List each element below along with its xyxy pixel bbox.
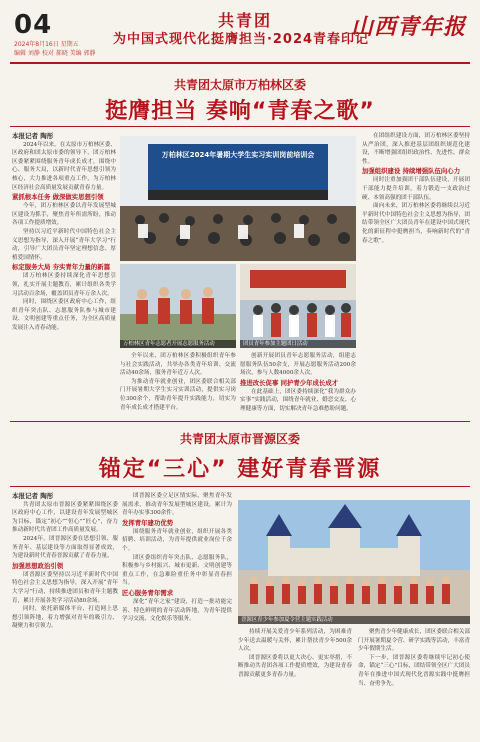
- article1-col1-para: 今年，团万柏林区委以青年发展型城区建设为抓手，聚焦青年所需所盼，推动各项工作提质增效。: [12, 203, 116, 227]
- article1-sub-photo-1-caption: 万柏林区青年志愿者开展志愿服务活动: [120, 340, 236, 348]
- article1-byline: 本报记者 陶彤: [12, 132, 54, 140]
- article2-col2-para: 团区委组织青年突击队、志愿服务队，积极参与乡村振兴、城市更新、文明创建等重点工作，在急难险重任务中彰显青春担当。: [122, 554, 232, 587]
- date-lines: [14, 40, 96, 58]
- article2-kicker: 共青团太原市晋源区委: [179, 432, 300, 446]
- article1-sub-photo-2: [240, 264, 356, 348]
- article2-castle-caption: 晋源区青少年参加夏令营主题实践活动: [238, 616, 470, 624]
- article1-kicker: 共青团太原市万柏林区委: [173, 78, 306, 92]
- page-number: 04: [14, 10, 53, 40]
- article1-sub-photo-1: [120, 264, 236, 348]
- article1-column-3: [240, 352, 356, 418]
- article2-col4-para: 下一步，团晋源区委将继续牢记初心使命，锚定“三心”目标，团结带领全区广大团员青年在推进中国式现代化晋源实践中挺膺担当、奋勇争先。: [358, 654, 470, 687]
- article1-col4-para: 面向未来，团万柏林区委将继续以习近平新时代中国特色社会主义思想为指导，团结带领全区广大团员青年在建设中国式现代化的新征程中挺膺担当，奏响新时代的“青春之歌”。: [362, 203, 470, 244]
- article1-main-photo: [120, 136, 356, 261]
- article2-column-2: [122, 492, 232, 736]
- meeting-screen-title: 万柏林区2024年暑期大学生实习实训岗前培训会: [161, 151, 315, 159]
- article1-col2-para: 同时，围绕区委区政府中心工作，组织青年突击队、志愿服务队参与城市建设、文明创建等重点任务，为全区高质量发展注入青春动能。: [12, 299, 116, 331]
- article1-col4-subhead: 加强组织建设 持续增强队伍向心力: [362, 167, 461, 176]
- article2-col2-para: 团晋源区委立足区情实际，聚焦青年发展需求，推动青年发展型城区建设，累计为青年办实事300余件。: [122, 493, 232, 517]
- group-activity-image: [240, 264, 356, 348]
- article2-col1-subhead: 加强思想政治引领: [12, 561, 64, 570]
- article2-column-4: [358, 628, 470, 736]
- article1-column-4: [362, 132, 470, 418]
- article2-castle-photo: [238, 500, 470, 624]
- article2-col1-para: 2024年，团晋源区委在思想引领、服务青年、基层建设等方面取得显著成效，为建设新时代青春晋源贡献了青春力量。: [12, 535, 118, 560]
- article1-headline: 挺膺担当 奏响“青春之歌”: [105, 99, 375, 124]
- article2-col3-para: 持续开展关爱青少年系列活动，为困难青少年送去温暖与关怀，累计帮扶青少年500余人次。: [238, 629, 352, 653]
- article1-col1-subhead-2: 标定服务大局 夯实青年力量的新篇: [12, 263, 111, 272]
- article1-rule: [10, 126, 470, 127]
- section-name: 共青团: [218, 11, 273, 30]
- article1-col4-para: 在团组织建设方面，团万柏林区委坚持从严治团，深入推进基层团组织规范化建设，不断增强团组织政治性、先进性、群众性。: [362, 133, 470, 165]
- article1-mid-right-para: 创新开展团员青年志愿服务活动，组建志愿服务队伍50余支，开展志愿服务活动200余场次，参与人数4000余人次。: [240, 353, 356, 377]
- article2-col1-para: 同时，依托新媒体平台，打造网上思想引领阵地，着力增强对青年的吸引力、凝聚力和引领力。: [12, 606, 118, 630]
- article1-col1-subhead-1: 紧抓根本任务 做深做实思想引领: [12, 193, 104, 202]
- article2-byline: 本报记者 陶彤: [12, 492, 54, 500]
- section-banner: 为中国式现代化挺膺担当·2024青春印记: [112, 32, 370, 47]
- article2-headline: 锚定“三心” 建好青春晋源: [98, 457, 382, 482]
- newspaper-logo: 山西青年报: [350, 14, 466, 40]
- article2-column-1: [12, 492, 118, 736]
- article1-mid-para: 全年以来，团万柏林区委积极组织青年参与社会实践活动，共举办各类青年培训、交流活动40余场，服务青年近万人次。: [120, 353, 236, 377]
- article2-col1-para: 共青团太原市晋源区委紧紧围绕区委区政府中心工作，以建设青年发展型城区为目标，锚定“初心”“恒心”“匠心”，奋力推动新时代共青团工作高质量发展。: [12, 501, 118, 534]
- article2-col3-para: 团晋源区委将以更大决心、更实举措，不断推动共青团各项工作提质增效，为建设青春晋源贡献更多青春力量。: [238, 654, 352, 678]
- article1-col4-para: 同时注重加强团干部队伍建设，开展团干部能力提升培训，着力锻造一支政治过硬、本领高强的团干部队伍。: [362, 177, 470, 201]
- article1-column-2: [120, 352, 236, 418]
- article2-col1-para: 团晋源区委坚持以习近平新时代中国特色社会主义思想为指导，深入开展“青年大学习”行动，持续推进团员和青年主题教育，累计开展各类学习活动80余场。: [12, 571, 118, 604]
- article-divider: [10, 421, 470, 422]
- article1-column-1: [12, 132, 116, 418]
- date-line-2: 编辑 刘静 校对 郝晓 美编 郭静: [14, 50, 96, 57]
- article1-col1-para: 坚持以习近平新时代中国特色社会主义思想为指导，深入开展“青年大学习”行动，引导广大团员青年坚定理想信念、厚植爱国情怀。: [12, 228, 116, 261]
- article2-col2-para: 深化“青年之家”建设，打造一批功能完善、特色鲜明的青年活动阵地，为青年提供学习交流、文化娱乐等服务。: [122, 598, 232, 623]
- article2-column-3: [238, 628, 352, 736]
- article2-col2-subhead-1: 发挥青年建功优势: [122, 518, 174, 527]
- castle-group-image: [238, 500, 470, 624]
- article2-col4-para: 聚焦青少年健康成长，团区委联合相关部门开展暑期夏令营、研学实践等活动，丰富青少年假期生活。: [358, 629, 470, 653]
- article2-col2-subhead-2: 匠心服务青年需求: [122, 588, 174, 597]
- volunteer-image: [120, 264, 236, 348]
- article1-mid-right-subhead: 推进改长促事 同护青少年成长成才: [240, 378, 339, 387]
- article1-col1-para: 2024年以来，在太原市万柏林区委、区政府和团太原市委的领导下，团万柏林区委紧紧围绕服务青年成长成才，围绕中心、服务大局，以新时代青年思想引领为核心，大力推进各项重点工作，为万柏林区经济社会高质量发展贡献青春力量。: [12, 141, 116, 191]
- masthead: [0, 0, 480, 70]
- article1-mid-right-para: 在此基础上，团区委持续深化“我为群众办实事”实践活动，围绕青年就业、婚恋交友、心理健康等方面，切实解决青年急难愁盼问题。: [240, 388, 356, 412]
- article1-col2-para: 团万柏林区委持续深化青年思想引领，扎实开展主题教育，累计组织各类学习活动百余场，覆盖团员青年万余人次。: [12, 273, 116, 297]
- article2-rule: [10, 486, 470, 487]
- date-line-1: 2024年8月16日 星期五: [14, 41, 79, 48]
- article1-sub-photo-2-caption: 团员青年参加主题团日活动: [240, 340, 356, 348]
- article1-mid-para: 为推动青年就业创业，团区委联合相关部门开展暑期大学生实习实训活动，提供实习岗位300余个，帮助青年提升实践能力，切实为青年成长成才搭建平台。: [120, 378, 236, 411]
- masthead-rule: [10, 62, 470, 64]
- article2-col2-para: 围绕服务青年就业创业，组织开展各类招聘、培训活动，为青年提供就业岗位千余个。: [122, 528, 232, 552]
